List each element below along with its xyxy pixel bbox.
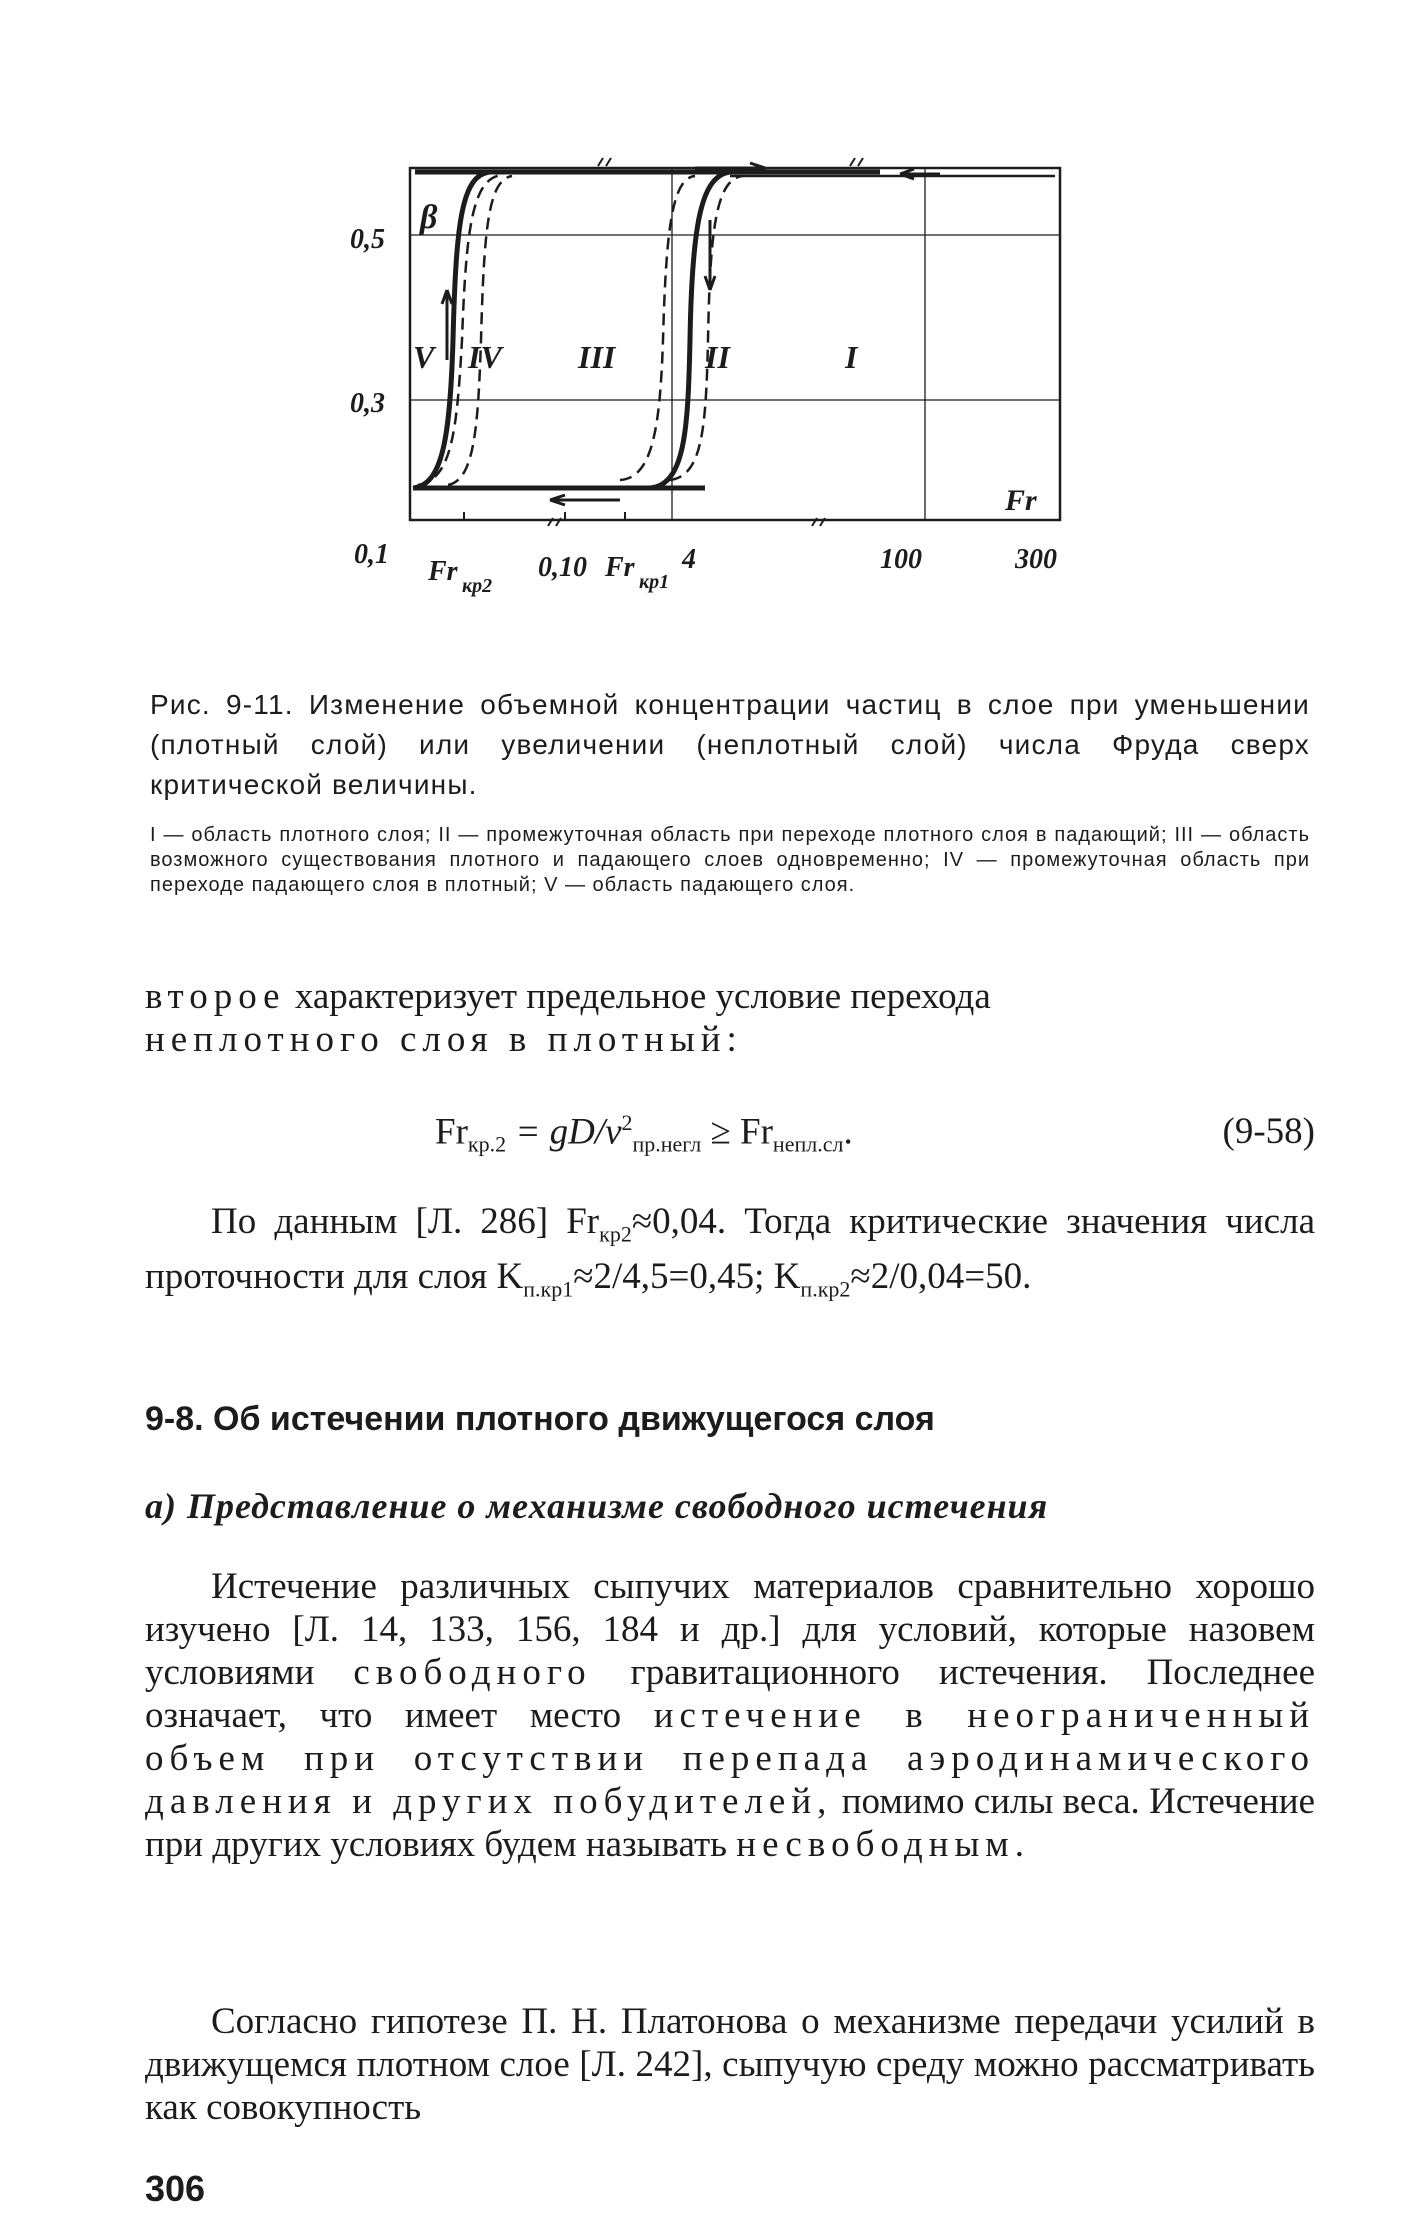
paragraph-2-t1: По данным [Л. 286] Fr — [211, 1201, 600, 1242]
paragraph-3-sp3: несвободным. — [736, 1824, 1030, 1865]
paragraph-3-sp1: свободного — [353, 1652, 592, 1693]
subsection-heading: а) Представление о механизме свободного истечения — [145, 1486, 1049, 1526]
plot-frame — [410, 168, 1060, 520]
figure-9-11 — [350, 140, 1100, 660]
x-tick-100: 100 — [880, 544, 922, 575]
region-label-iii: III — [578, 339, 616, 375]
curve-solid-right — [650, 172, 730, 488]
x-tick-0-10: 0,10 — [538, 552, 587, 583]
y-tick-0-5: 0,5 — [350, 224, 385, 255]
formula-number: (9-58) — [1222, 1111, 1315, 1152]
paragraph-1-spaced-phrase: неплотного слоя в плотный: — [145, 1019, 743, 1060]
paragraph-2-t4: ≈2/0,04=50. — [850, 1256, 1032, 1298]
page-number: 306 — [145, 2168, 206, 2209]
x-tick-fr-kr2-sub: кр2 — [462, 575, 493, 597]
paragraph-3-t3: помимо силы веса. Истечение при других условиях будем называть — [145, 1781, 1315, 1865]
paragraph-1-spaced-word: второе — [145, 976, 286, 1017]
formula-sub-kr2: кр.2 — [467, 1131, 507, 1157]
paragraph-1-text: характеризует предельное условие перехода — [294, 976, 991, 1017]
curve-dashed-2 — [448, 176, 512, 485]
formula-sub-pr-negl: пр.негл — [632, 1131, 702, 1157]
paragraph-3-sp2: истечение в неограниченный объем при отсутствии перепада аэродинамического давления и других побудителей, — [145, 1695, 1315, 1822]
region-label-iv: IV — [468, 339, 502, 375]
paragraph-2-t2: ≈0,04. Тогда критические значения числа проточности для слоя K — [145, 1201, 1315, 1298]
paragraph-3 — [145, 1565, 1315, 1866]
axis-label-fr: Fr — [1005, 484, 1037, 517]
figure-caption — [150, 685, 1310, 898]
caption-legend-text: I — область плотного слоя; II — промежуточная область при переходе плотного слоя в падающий; III — область возможного существования плотного и падающего слоев одновременно; IV — промежуточная область при переходе падающего слоя в плотный; V — область падающего слоя. — [150, 824, 1310, 896]
arrow-left-bottom — [550, 495, 620, 505]
x-tick-fr-kr1: Fr — [605, 552, 635, 583]
paragraph-3-t1: Истечение различных сыпучих материалов сравнительно хорошо изучено [Л. 14, 133, 156, 184 и др.] для условий, которые назовем условиями — [145, 1566, 1315, 1693]
paragraph-1 — [145, 975, 1315, 1061]
paragraph-2-s1: кр2 — [599, 1221, 632, 1247]
arrow-left-top — [900, 169, 940, 179]
region-label-v: V — [413, 339, 435, 375]
break-mark-top-1 — [598, 158, 611, 166]
arrow-down — [705, 220, 715, 290]
formula-ge-fr: ≥ Fr — [701, 1111, 773, 1153]
formula-gdv: = gD/v — [506, 1111, 622, 1153]
caption-main-text: Рис. 9-11. Изменение объемной концентрации частиц в слое при уменьшении (плотный слой) или увеличении (неплотный слой) числа Фруда сверх критической величины. — [150, 689, 1310, 800]
region-label-i: I — [845, 339, 858, 375]
paragraph-3-t2: гравитационного истечения. Последнее означает, что имеет место — [145, 1652, 1316, 1736]
x-tick-4: 4 — [682, 544, 696, 575]
x-tick-fr-kr1-sub: кр1 — [639, 571, 670, 593]
y-tick-0-3: 0,3 — [350, 388, 385, 419]
paragraph-2-s2: п.кр1 — [523, 1276, 574, 1302]
formula-9-58 — [145, 1110, 1315, 1170]
x-tick-fr-kr2: Fr — [428, 556, 458, 587]
formula-sup-2: 2 — [621, 1110, 633, 1135]
paragraph-2-s3: п.кр2 — [800, 1276, 851, 1302]
formula-sub-nepl: непл.сл — [772, 1131, 844, 1157]
beta-label: β — [420, 199, 438, 236]
break-mark-top-2 — [850, 158, 863, 166]
paragraph-2 — [145, 1200, 1315, 1311]
paragraph-2-t3: ≈2/4,5=0,45; K — [573, 1256, 801, 1298]
y-tick-0-1: 0,1 — [354, 539, 389, 570]
region-label-ii: II — [705, 339, 730, 375]
curve-dashed-4 — [670, 176, 742, 480]
section-heading: 9-8. Об истечении плотного движущегося слоя — [145, 1400, 935, 1438]
formula-fr: Fr — [435, 1111, 468, 1153]
concentration-chart — [350, 140, 1100, 660]
formula-end: . — [843, 1111, 853, 1153]
x-tick-300: 300 — [1015, 544, 1057, 575]
paragraph-4: Согласно гипотезе П. Н. Платонова о механизме передачи усилий в движущемся плотном слое [Л. 242], сыпучую среду можно рассматривать как совокупность — [145, 2001, 1315, 2128]
formula-expression — [435, 1110, 853, 1158]
